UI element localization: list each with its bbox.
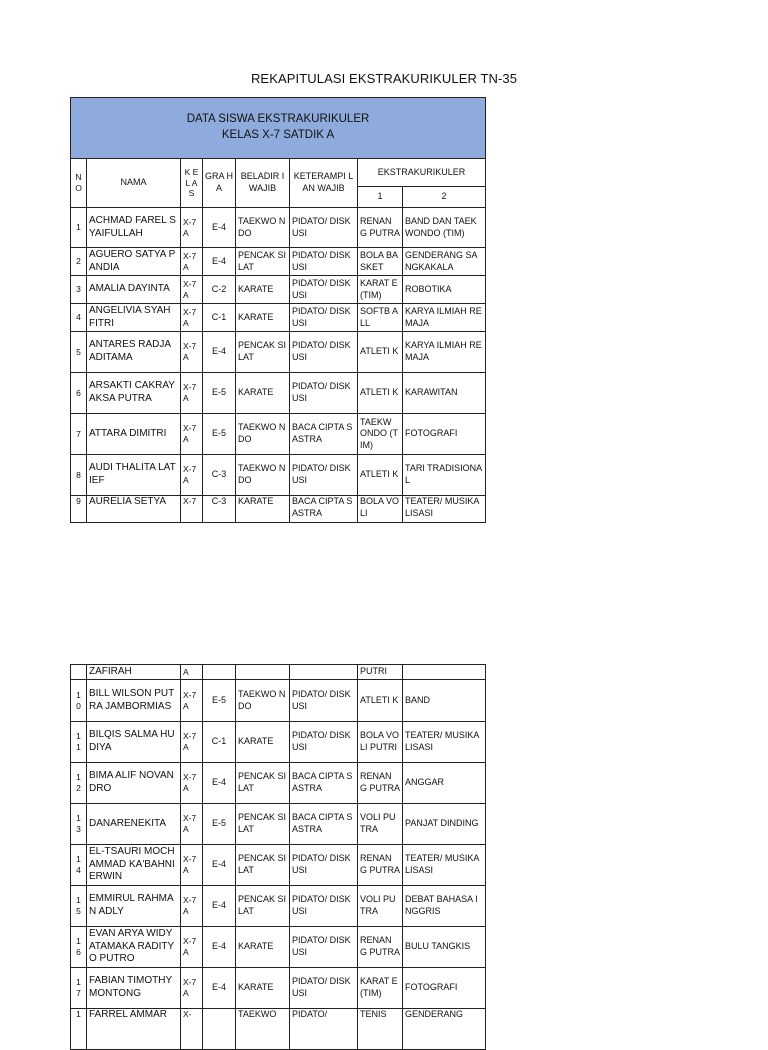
cell-beladiri: PENCAK SILAT (236, 886, 290, 927)
cell-nama: ACHMAD FAREL SYAIFULLAH (87, 208, 181, 248)
cell-beladiri: TAEKWO NDO (236, 680, 290, 722)
cell-ekstra-1: SOFTB ALL (358, 304, 403, 332)
table-row (71, 763, 486, 804)
document-title: REKAPITULASI EKSTRAKURIKULER TN-35 (250, 71, 518, 86)
cell-keterampilan: PIDATO/ DISKUSI (290, 968, 358, 1009)
table-row (71, 680, 486, 722)
table-row (71, 208, 486, 248)
cell-no: 4 (71, 304, 87, 332)
cell-kelas: X-7 A (181, 414, 203, 455)
cell-keterampilan: BACA CIPTA SASTRA (290, 804, 358, 845)
cell-ekstra-1: RENAN G PUTRA (358, 208, 403, 248)
cell-graha (203, 665, 236, 680)
cell-kelas: A (181, 665, 203, 680)
banner-title: DATA SISWA EKSTRAKURIKULER (186, 113, 370, 126)
cell-graha: E-5 (203, 680, 236, 722)
cell-keterampilan: PIDATO/ (290, 1009, 358, 1050)
cell-graha: C-3 (203, 455, 236, 496)
cell-kelas: X-7 A (181, 722, 203, 763)
cell-kelas: X-7 A (181, 804, 203, 845)
cell-graha: E-4 (203, 927, 236, 968)
cell-beladiri: TAEKWO NDO (236, 455, 290, 496)
table-row (71, 332, 486, 373)
cell-kelas: X-7 A (181, 455, 203, 496)
extracurricular-table-page-1 (70, 97, 486, 523)
cell-keterampilan: BACA CIPTA SASTRA (290, 414, 358, 455)
table-row (71, 1009, 486, 1050)
cell-nama: ANTARES RADJA ADITAMA (87, 332, 181, 373)
cell-nama: AMALIA DAYINTA (87, 276, 181, 304)
cell-kelas: X-7 A (181, 927, 203, 968)
cell-beladiri: KARATE (236, 968, 290, 1009)
cell-ekstra-2: FOTOGRAFI (403, 414, 486, 455)
table-row (71, 927, 486, 968)
cell-kelas: X-7A (181, 208, 203, 248)
table-row (71, 373, 486, 414)
cell-ekstra-2: TEATER/ MUSIKALISASI (403, 845, 486, 886)
cell-beladiri: PENCAK SILAT (236, 763, 290, 804)
table-row-continuation (71, 665, 486, 680)
cell-nama: BILQIS SALMA HUDIYA (87, 722, 181, 763)
header-ekstra-1: 1 (358, 187, 403, 208)
cell-ekstra-1: BOLA VOLI (358, 496, 403, 523)
cell-nama: DANARENEKITA (87, 804, 181, 845)
cell-ekstra-2: TEATER/ MUSIKALISASI (403, 722, 486, 763)
cell-no: 5 (71, 332, 87, 373)
cell-ekstra-2: PANJAT DINDING (403, 804, 486, 845)
cell-ekstra-1: RENAN G PUTRA (358, 845, 403, 886)
cell-kelas: X-7 A (181, 968, 203, 1009)
cell-nama: ATTARA DIMITRI (87, 414, 181, 455)
cell-nama: AURELIA SETYA (87, 496, 181, 523)
cell-ekstra-1: BOLA VOLI PUTRI (358, 722, 403, 763)
cell-beladiri: KARATE (236, 722, 290, 763)
table-banner (71, 98, 486, 159)
cell-beladiri: PENCAK SILAT (236, 332, 290, 373)
cell-no: 6 (71, 373, 87, 414)
cell-kelas: X-7 A (181, 763, 203, 804)
cell-nama: ANGELIVIA SYAH FITRI (87, 304, 181, 332)
cell-nama: AUDI THALITA LATIEF (87, 455, 181, 496)
cell-keterampilan: BACA CIPTA SASTRA (290, 763, 358, 804)
cell-ekstra-2: ROBOTIKA (403, 276, 486, 304)
cell-ekstra-1: TAEKW ONDO (TIM) (358, 414, 403, 455)
cell-nama: EVAN ARYA WIDYATAMAKA RADITYO PUTRO (87, 927, 181, 968)
cell-ekstra-1: ATLETI K (358, 680, 403, 722)
cell-ekstra-2: FOTOGRAFI (403, 968, 486, 1009)
header-no: N O (71, 159, 87, 208)
cell-ekstra-1: RENAN G PUTRA (358, 763, 403, 804)
cell-keterampilan: PIDATO/ DISKUSI (290, 845, 358, 886)
cell-beladiri: KARATE (236, 373, 290, 414)
header-nama: NAMA (87, 159, 181, 208)
header-ekstrakurikuler: EKSTRAKURIKULER (358, 159, 486, 187)
cell-keterampilan: PIDATO/ DISKUSI (290, 927, 358, 968)
cell-graha: C-2 (203, 276, 236, 304)
cell-no: 1 6 (71, 927, 87, 968)
table-row (71, 968, 486, 1009)
cell-beladiri: TAEKWO NDO (236, 414, 290, 455)
cell-kelas: X-7 A (181, 373, 203, 414)
table-row (71, 845, 486, 886)
table-row (71, 276, 486, 304)
cell-keterampilan: PIDATO/ DISKUSI (290, 276, 358, 304)
cell-ekstra-2: BULU TANGKIS (403, 927, 486, 968)
cell-graha: E-4 (203, 845, 236, 886)
table-row (71, 248, 486, 276)
cell-ekstra-1: ATLETI K (358, 332, 403, 373)
cell-keterampilan: PIDATO/ DISKUSI (290, 373, 358, 414)
cell-graha: E-4 (203, 332, 236, 373)
cell-beladiri: KARATE (236, 276, 290, 304)
cell-no: 1 5 (71, 886, 87, 927)
cell-beladiri (236, 665, 290, 680)
cell-graha: E-4 (203, 763, 236, 804)
extracurricular-table-page-2 (70, 664, 486, 1050)
cell-no: 9 (71, 496, 87, 523)
cell-graha: E-5 (203, 804, 236, 845)
cell-no: 1 (71, 208, 87, 248)
cell-graha: E-5 (203, 373, 236, 414)
header-graha: GRA HA (203, 159, 236, 208)
cell-no: 1 2 (71, 763, 87, 804)
cell-graha: C-1 (203, 722, 236, 763)
cell-beladiri: KARATE (236, 304, 290, 332)
cell-nama: BILL WILSON PUTRA JAMBORMIAS (87, 680, 181, 722)
cell-no: 1 7 (71, 968, 87, 1009)
cell-beladiri: PENCAK SILAT (236, 804, 290, 845)
cell-kelas: X-7 A (181, 332, 203, 373)
cell-ekstra-1: VOLI PUTRA (358, 886, 403, 927)
cell-graha (203, 1009, 236, 1050)
cell-keterampilan: PIDATO/ DISKUSI (290, 332, 358, 373)
cell-ekstra-2: GENDERANG (403, 1009, 486, 1050)
cell-no: 8 (71, 455, 87, 496)
cell-ekstra-2: KARYA ILMIAH REMAJA (403, 332, 486, 373)
cell-no: 2 (71, 248, 87, 276)
cell-ekstra-2: TARI TRADISIONAL (403, 455, 486, 496)
table-row (71, 804, 486, 845)
cell-beladiri: PENCAK SILAT (236, 248, 290, 276)
header-ekstra-2: 2 (403, 187, 486, 208)
cell-graha: E-5 (203, 414, 236, 455)
cell-no: 1 (71, 1009, 87, 1050)
cell-ekstra-2: BAND DAN TAEKWONDO (TIM) (403, 208, 486, 248)
cell-beladiri: TAEKWO NDO (236, 208, 290, 248)
header-beladiri: BELADIR I WAJIB (236, 159, 290, 208)
table-row (71, 886, 486, 927)
table-row (71, 722, 486, 763)
cell-kelas: X-7A (181, 304, 203, 332)
cell-kelas: X-7A (181, 276, 203, 304)
cell-kelas: X- (181, 1009, 203, 1050)
cell-keterampilan: PIDATO/ DISKUSI (290, 722, 358, 763)
cell-kelas: X-7 A (181, 845, 203, 886)
cell-kelas: X-7 A (181, 886, 203, 927)
table-row (71, 304, 486, 332)
cell-no: 1 1 (71, 722, 87, 763)
cell-keterampilan: PIDATO/ DISKUSI (290, 248, 358, 276)
table-row (71, 455, 486, 496)
cell-keterampilan: BACA CIPTA SASTRA (290, 496, 358, 523)
header-kelas: K EL A S (181, 159, 203, 208)
cell-ekstra-1: KARAT E (TIM) (358, 968, 403, 1009)
cell-graha: E-4 (203, 248, 236, 276)
banner-subtitle: KELAS X-7 SATDIK A (221, 129, 335, 141)
cell-ekstra-2: ANGGAR (403, 763, 486, 804)
cell-ekstra-1: TENIS (358, 1009, 403, 1050)
cell-beladiri: PENCAK SILAT (236, 845, 290, 886)
cell-ekstra-1: VOLI PUTRA (358, 804, 403, 845)
cell-nama: EMMIRUL RAHMAN ADLY (87, 886, 181, 927)
cell-no: 1 3 (71, 804, 87, 845)
cell-nama: EL-TSAURI MOCHAMMAD KA'BAHNI ERWIN (87, 845, 181, 886)
cell-no (71, 665, 87, 680)
cell-beladiri: KARATE (236, 496, 290, 523)
cell-ekstra-2: DEBAT BAHASA INGGRIS (403, 886, 486, 927)
cell-no: 3 (71, 276, 87, 304)
cell-nama: FARREL AMMAR (87, 1009, 181, 1050)
cell-graha: E-4 (203, 968, 236, 1009)
cell-nama: ZAFIRAH (87, 665, 181, 680)
cell-ekstra-2 (403, 665, 486, 680)
cell-ekstra-2: GENDERANG SANGKAKALA (403, 248, 486, 276)
cell-ekstra-2: KARAWITAN (403, 373, 486, 414)
cell-nama: FABIAN TIMOTHY MONTONG (87, 968, 181, 1009)
cell-ekstra-1: PUTRI (358, 665, 403, 680)
cell-keterampilan (290, 665, 358, 680)
cell-ekstra-1: RENAN G PUTRA (358, 927, 403, 968)
cell-kelas: X-7 (181, 496, 203, 523)
cell-ekstra-2: TEATER/ MUSIKALISASI (403, 496, 486, 523)
cell-nama: BIMA ALIF NOVANDRO (87, 763, 181, 804)
table-row (71, 414, 486, 455)
cell-graha: E-4 (203, 208, 236, 248)
cell-ekstra-2: BAND (403, 680, 486, 722)
cell-no: 1 0 (71, 680, 87, 722)
cell-no: 1 4 (71, 845, 87, 886)
cell-ekstra-1: ATLETI K (358, 455, 403, 496)
cell-beladiri: TAEKWO (236, 1009, 290, 1050)
cell-ekstra-2: KARYA ILMIAH REMAJA (403, 304, 486, 332)
cell-ekstra-1: BOLA BASKET (358, 248, 403, 276)
cell-keterampilan: PIDATO/ DISKUSI (290, 455, 358, 496)
cell-nama: ARSAKTI CAKRAYAKSA PUTRA (87, 373, 181, 414)
cell-graha: C-3 (203, 496, 236, 523)
cell-keterampilan: PIDATO/ DISKUSI (290, 680, 358, 722)
header-keterampilan: KETERAMPI LAN WAJIB (290, 159, 358, 208)
cell-graha: E-4 (203, 886, 236, 927)
cell-keterampilan: PIDATO/ DISKUSI (290, 886, 358, 927)
table-row (71, 496, 486, 523)
cell-keterampilan: PIDATO/ DISKUSI (290, 304, 358, 332)
cell-kelas: X-7A (181, 248, 203, 276)
cell-kelas: X-7 A (181, 680, 203, 722)
cell-ekstra-1: KARAT E (TIM) (358, 276, 403, 304)
cell-beladiri: KARATE (236, 927, 290, 968)
cell-nama: AGUERO SATYA PANDIA (87, 248, 181, 276)
cell-ekstra-1: ATLETI K (358, 373, 403, 414)
cell-keterampilan: PIDATO/ DISKUSI (290, 208, 358, 248)
cell-no: 7 (71, 414, 87, 455)
cell-graha: C-1 (203, 304, 236, 332)
